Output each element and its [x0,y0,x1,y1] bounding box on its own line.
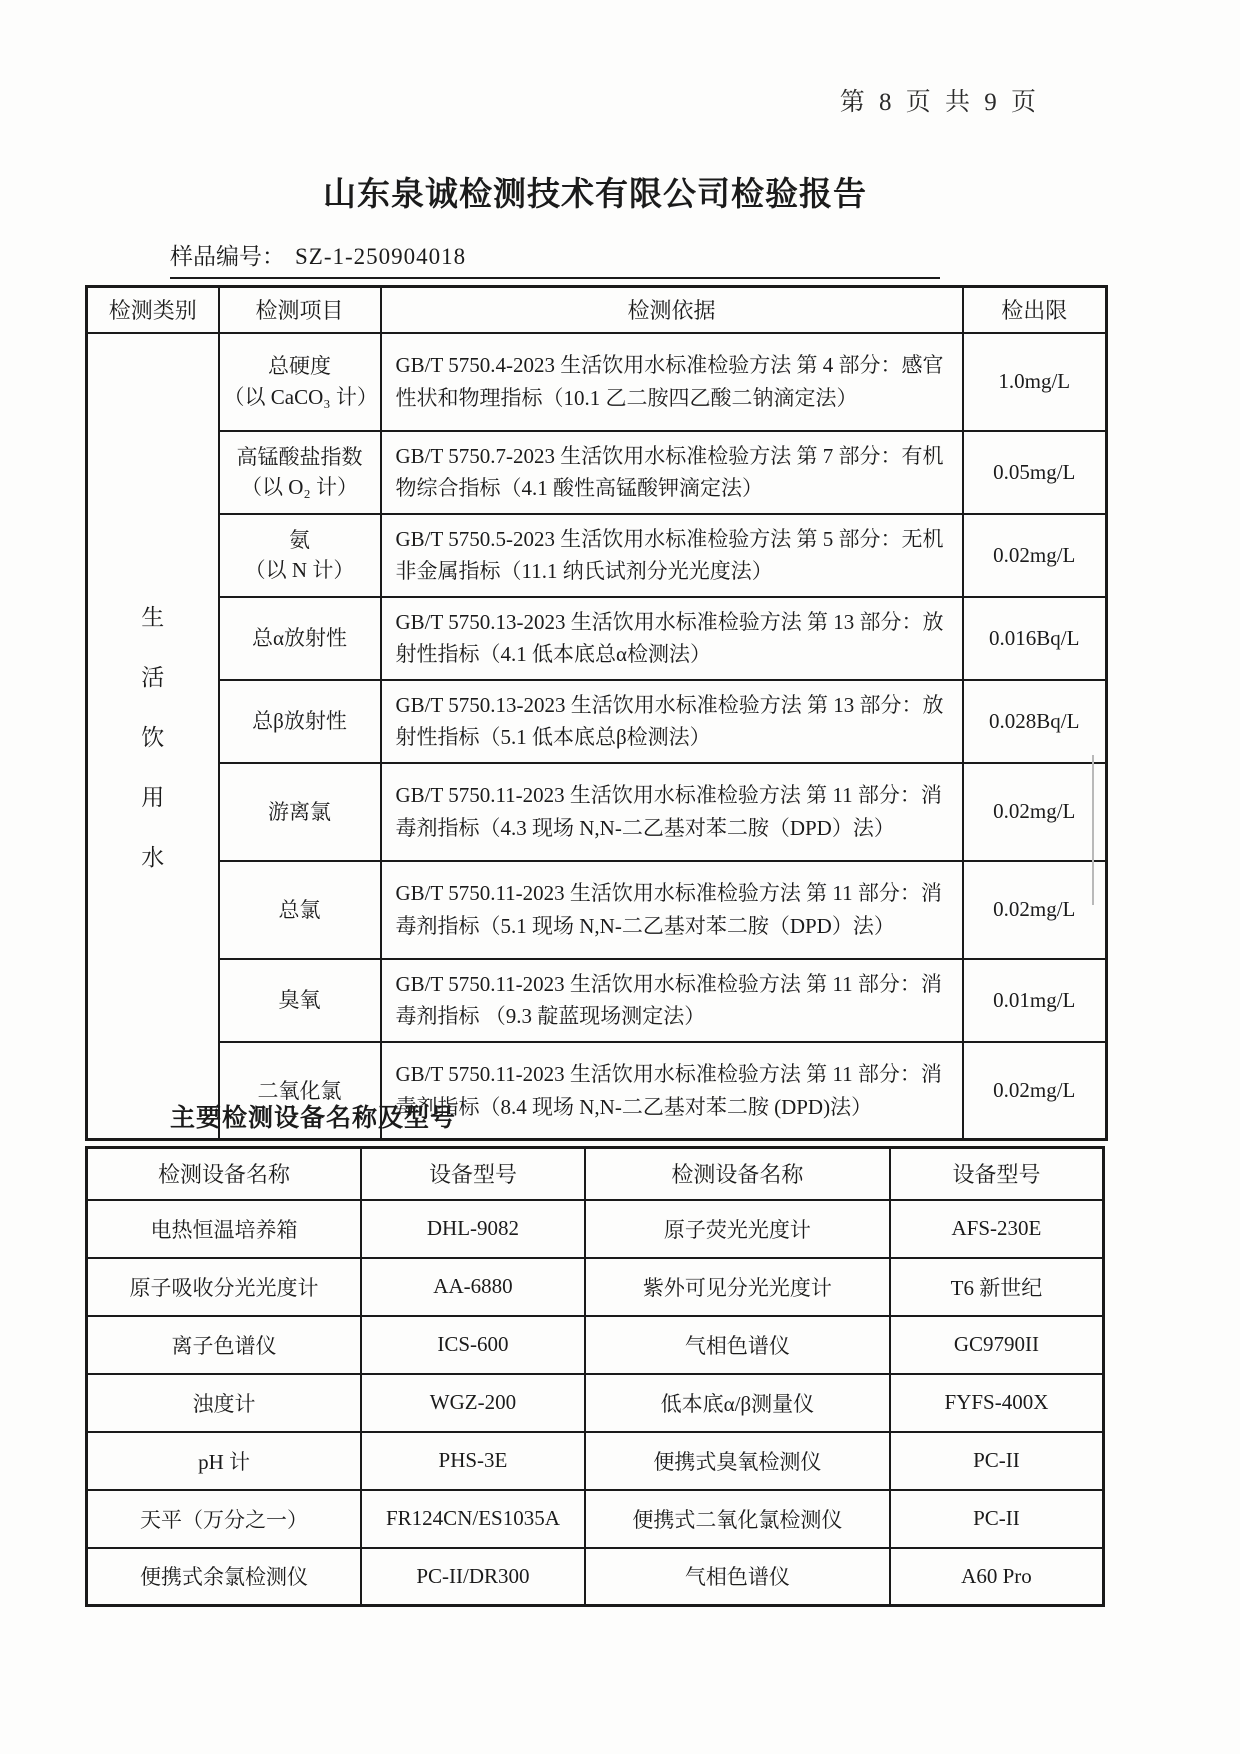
table-row [87,1258,1104,1316]
header-equipment-name: 检测设备名称 [87,1148,362,1200]
detection-limit: 0.02mg/L [963,1042,1107,1140]
test-items-table [85,285,1108,1141]
item-name [219,680,381,763]
table-row [87,1316,1104,1374]
header-limit: 检出限 [963,287,1107,333]
equipment-model: PC-II/DR300 [361,1548,585,1606]
item-title: 总α放射性 [251,626,347,651]
equipment-model: T6 新世纪 [890,1258,1104,1316]
table-row [87,1374,1104,1432]
scan-artifact-line [1092,755,1094,905]
item-title: 二氧化氯 [257,1078,342,1103]
category-char: 活 [141,665,165,691]
item-qualifier: （以 N 计） [244,558,355,583]
header-equipment-name: 检测设备名称 [585,1148,890,1200]
equipment-name: pH 计 [87,1432,362,1490]
table-row [87,514,1107,597]
item-name [219,959,381,1042]
item-name [219,763,381,861]
table-row [87,333,1107,431]
header-equipment-model: 设备型号 [890,1148,1104,1200]
equipment-name: 浊度计 [87,1374,362,1432]
test-table-header-row [87,287,1107,333]
equipment-name: 天平（万分之一） [87,1490,362,1548]
equipment-model: GC9790II [890,1316,1104,1374]
item-name [219,333,381,431]
header-basis: 检测依据 [381,287,963,333]
test-basis: GB/T 5750.11-2023 生活饮用水标准检验方法 第 11 部分：消毒剂指标（5.1 现场 N,N-二乙基对苯二胺（DPD）法） [381,861,963,959]
equipment-model: AFS-230E [890,1200,1104,1258]
test-basis: GB/T 5750.11-2023 生活饮用水标准检验方法 第 11 部分：消毒剂指标 （9.3 靛蓝现场测定法） [381,959,963,1042]
equipment-model: WGZ-200 [361,1374,585,1432]
category-char: 水 [141,845,165,871]
equipment-model: FYFS-400X [890,1374,1104,1432]
category-char: 饮 [141,725,165,751]
test-basis: GB/T 5750.13-2023 生活饮用水标准检验方法 第 13 部分：放射性指标（5.1 低本底总β检测法） [381,680,963,763]
equipment-name: 气相色谱仪 [585,1316,890,1374]
category-vertical-label [88,599,218,872]
equipment-name: 气相色谱仪 [585,1548,890,1606]
table-row [87,680,1107,763]
detection-limit: 0.01mg/L [963,959,1107,1042]
equipment-model: DHL-9082 [361,1200,585,1258]
table-row [87,959,1107,1042]
test-basis: GB/T 5750.11-2023 生活饮用水标准检验方法 第 11 部分：消毒剂指标（8.4 现场 N,N-二乙基对苯二胺 (DPD)法） [381,1042,963,1140]
equipment-name: 便携式二氧化氯检测仪 [585,1490,890,1548]
equipment-table [85,1146,1105,1607]
test-basis: GB/T 5750.7-2023 生活饮用水标准检验方法 第 7 部分：有机物综合指标（4.1 酸性高锰酸钾滴定法） [381,431,963,514]
item-title: 臭氧 [278,988,321,1013]
equipment-model: ICS-600 [361,1316,585,1374]
item-name [219,514,381,597]
detection-limit: 1.0mg/L [963,333,1107,431]
equipment-name: 离子色谱仪 [87,1316,362,1374]
equipment-model: PC-II [890,1432,1104,1490]
detection-limit: 0.016Bq/L [963,597,1107,680]
test-basis: GB/T 5750.5-2023 生活饮用水标准检验方法 第 5 部分：无机非金属指标（11.1 纳氏试剂分光光度法） [381,514,963,597]
equipment-section-heading: 主要检测设备名称及型号 [170,1105,457,1132]
equipment-name: 紫外可见分光光度计 [585,1258,890,1316]
item-title: 游离氯 [268,799,331,824]
equipment-model: PC-II [890,1490,1104,1548]
equipment-name: 电热恒温培养箱 [87,1200,362,1258]
item-title: 总β放射性 [252,709,347,734]
equipment-name: 便携式余氯检测仪 [87,1548,362,1606]
table-row [87,1490,1104,1548]
item-qualifier: （以 O₂ 计） [241,475,358,500]
equipment-header-row [87,1148,1104,1200]
item-title: 总氯 [278,897,321,922]
table-row [87,597,1107,680]
table-row [87,861,1107,959]
test-basis: GB/T 5750.4-2023 生活饮用水标准检验方法 第 4 部分：感官性状和物理指标（10.1 乙二胺四乙酸二钠滴定法） [381,333,963,431]
table-row [87,763,1107,861]
page-number: 第 8 页 共 9 页 [839,89,1040,116]
equipment-name: 原子荧光光度计 [585,1200,890,1258]
header-equipment-model: 设备型号 [361,1148,585,1200]
detection-limit: 0.028Bq/L [963,680,1107,763]
equipment-name: 低本底α/β测量仪 [585,1374,890,1432]
item-name [219,431,381,514]
header-item: 检测项目 [219,287,381,333]
item-title: 高锰酸盐指数 [236,444,363,469]
equipment-model: PHS-3E [361,1432,585,1490]
equipment-name: 便携式臭氧检测仪 [585,1432,890,1490]
detection-limit: 0.02mg/L [963,514,1107,597]
item-title: 氨 [289,527,310,552]
detection-limit: 0.02mg/L [963,763,1107,861]
header-category: 检测类别 [87,287,219,333]
sample-number-label: 样品编号： [170,244,285,269]
report-title: 山东泉诚检测技术有限公司检验报告 [323,177,867,213]
category-char: 生 [141,605,165,631]
table-row [87,1200,1104,1258]
equipment-model: AA-6880 [361,1258,585,1316]
category-char: 用 [141,785,165,811]
equipment-model: FR124CN/ES1035A [361,1490,585,1548]
detection-limit: 0.02mg/L [963,861,1107,959]
equipment-name: 原子吸收分光光度计 [87,1258,362,1316]
item-title: 总硬度 [268,354,331,379]
sample-number-value: SZ-1-250904018 [295,244,467,269]
table-row [87,1548,1104,1606]
table-row [87,431,1107,514]
test-basis: GB/T 5750.13-2023 生活饮用水标准检验方法 第 13 部分：放射性指标（4.1 低本底总α检测法） [381,597,963,680]
item-name [219,861,381,959]
item-name [219,597,381,680]
sample-number-line [170,238,940,279]
test-basis: GB/T 5750.11-2023 生活饮用水标准检验方法 第 11 部分：消毒剂指标（4.3 现场 N,N-二乙基对苯二胺（DPD）法） [381,763,963,861]
detection-limit: 0.05mg/L [963,431,1107,514]
category-cell [87,333,219,1140]
table-row [87,1432,1104,1490]
equipment-model: A60 Pro [890,1548,1104,1606]
item-qualifier: （以 CaCO₃ 计） [223,384,378,409]
